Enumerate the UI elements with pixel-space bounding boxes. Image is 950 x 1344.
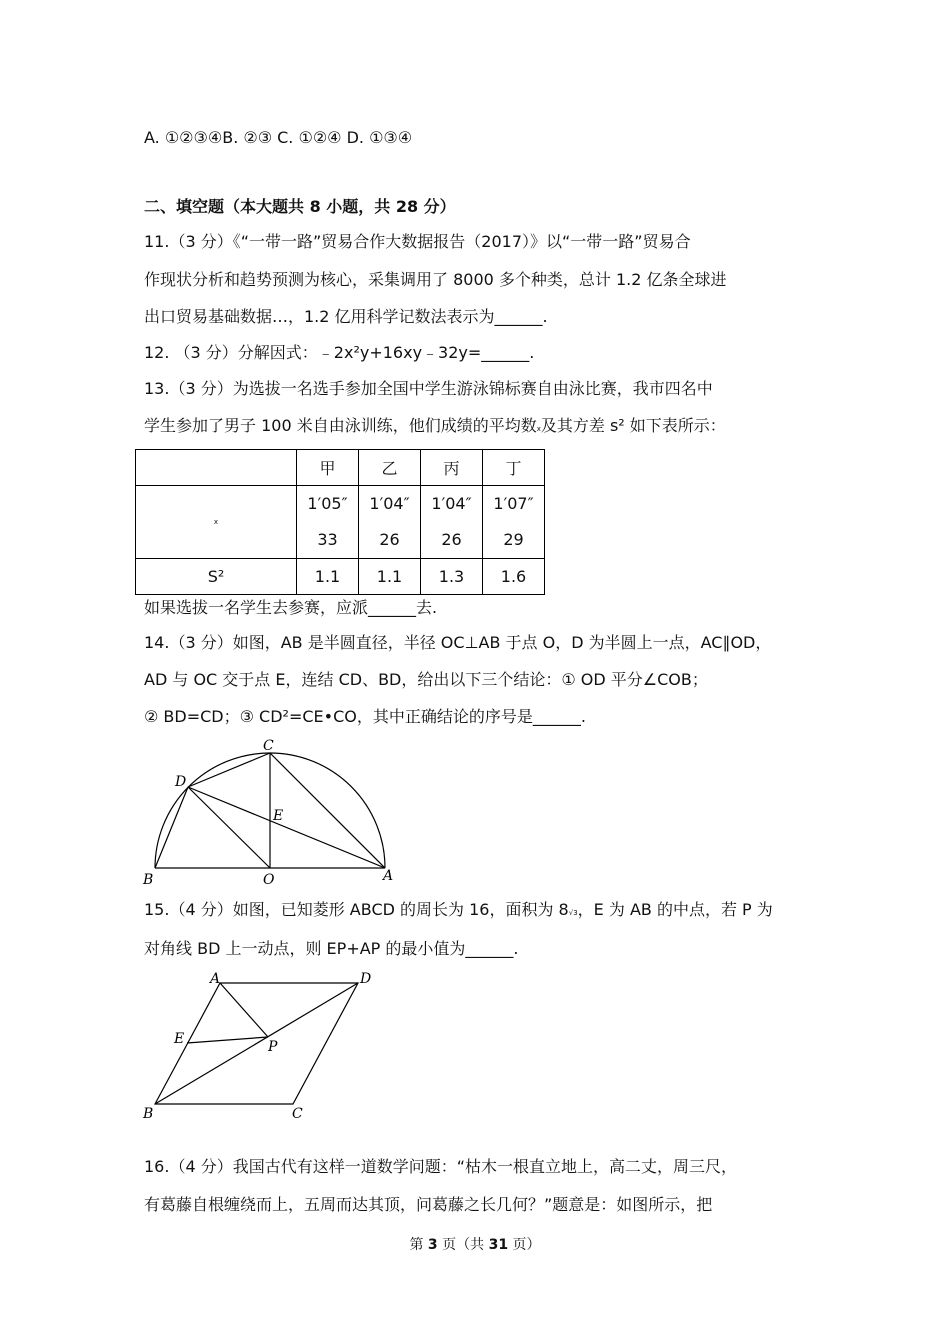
q13-line2-text: 学生参加了男子 100 米自由泳训练，他们成绩的平均数 (144, 416, 537, 435)
cell-bottom: 29 (503, 530, 524, 549)
footer-page-number: 3 (427, 1237, 438, 1253)
label-o: O (263, 872, 275, 888)
table-row-mean (136, 486, 545, 559)
table-cell: 1.1 (359, 559, 421, 595)
label-c: C (292, 1106, 303, 1122)
table-row-label: x (136, 486, 297, 559)
label-a: A (210, 971, 221, 987)
label-d: D (360, 971, 372, 987)
q13-line1: 13.（3 分）为选拔一名选手参加全国中学生游泳锦标赛自由泳比赛，我市四名中 (144, 379, 713, 398)
label-e: E (273, 808, 284, 824)
table-cell: 1.1 (297, 559, 359, 595)
cell-top: 1′04″ (431, 494, 472, 513)
footer-prefix: 第 (409, 1237, 428, 1253)
footer-middle: 页（共 (437, 1237, 489, 1253)
q15-line2: 对角线 BD 上一动点，则 EP+AP 的最小值为______. (144, 939, 519, 958)
q14-line2: AD 与 OC 交于点 E，连结 CD、BD，给出以下三个结论：① OD 平分∠COB； (144, 670, 708, 689)
q12-text: 12. （3 分）分解因式：﹣2x²y+16xy﹣32y=______. (144, 343, 535, 362)
q14-line3: ② BD=CD；③ CD²=CE•CO，其中正确结论的序号是______. (144, 707, 586, 726)
table-header: 甲 (297, 450, 359, 486)
diagonal-bd (155, 983, 358, 1104)
table-header: 丁 (483, 450, 545, 486)
segment-ap (220, 983, 268, 1037)
mean-symbol: x (536, 425, 541, 433)
table-row-label: S² (136, 559, 297, 595)
cell-top: 1′07″ (493, 494, 534, 513)
footer-suffix: 页） (508, 1237, 541, 1253)
cell-top: 1′05″ (307, 494, 348, 513)
table-row-variance (136, 559, 545, 595)
stats-table (135, 449, 545, 595)
q11-line1: 11.（3 分）《“一带一路”贸易合作大数据报告（2017）》以“一带一路”贸易合 (144, 232, 691, 251)
semicircle-figure (135, 730, 405, 890)
table-cell (297, 486, 359, 559)
table-header: 丙 (421, 450, 483, 486)
cell-bottom: 26 (441, 530, 462, 549)
q13-after-table: 如果选拔一名学生去参赛，应派______去. (144, 598, 438, 617)
cell-top: 1′04″ (369, 494, 410, 513)
table-cell: 1.6 (483, 559, 545, 595)
segment-bd (155, 787, 188, 868)
table-cell: 1.3 (421, 559, 483, 595)
label-a: A (383, 868, 394, 884)
segment-ac (270, 753, 385, 868)
q13-line2-end: 及其方差 s² 如下表所示： (540, 416, 726, 435)
label-d: D (175, 774, 187, 790)
q15-line1-end: ，E 为 AB 的中点，若 P 为 (577, 900, 773, 919)
table-cell (483, 486, 545, 559)
sqrt3-symbol: √3 (568, 909, 578, 917)
label-b: B (143, 1106, 154, 1122)
segment-cd (188, 753, 270, 787)
table-cell (359, 486, 421, 559)
rhombus-figure (140, 965, 380, 1125)
label-c: C (263, 738, 274, 754)
q16-line2: 有葛藤自根缠绕而上，五周而达其顶，问葛藤之长几何？”题意是：如图所示，把 (144, 1195, 713, 1214)
page-footer (0, 1234, 950, 1254)
table-cell (421, 486, 483, 559)
q14-line1: 14.（3 分）如图，AB 是半圆直径，半径 OC⊥AB 于点 O，D 为半圆上一点，AC∥OD， (144, 633, 772, 652)
q11-line3: 出口贸易基础数据…，1.2 亿用科学记数法表示为______. (144, 307, 548, 326)
q15-line1-text: 15.（4 分）如图，已知菱形 ABCD 的周长为 16，面积为 8 (144, 900, 569, 919)
segment-ep (187, 1037, 268, 1043)
q16-line1: 16.（4 分）我国古代有这样一道数学问题：“枯木一根直立地上，高二丈，周三尺， (144, 1157, 738, 1176)
q13-line2 (144, 416, 726, 439)
table-corner-cell (136, 450, 297, 486)
q11-line2: 作现状分析和趋势预测为核心，采集调用了 8000 多个种类，总计 1.2 亿条全球进 (144, 270, 727, 289)
segment-od (188, 787, 270, 868)
label-p: P (268, 1039, 278, 1055)
label-e: E (174, 1031, 185, 1047)
q10-options: A. ①②③④B. ②③ C. ①②④ D. ①③④ (144, 128, 413, 147)
table-header: 乙 (359, 450, 421, 486)
segment-ad (188, 787, 385, 868)
cell-bottom: 33 (317, 530, 338, 549)
cell-bottom: 26 (379, 530, 400, 549)
label-b: B (143, 872, 154, 888)
table-header-row (136, 450, 545, 486)
footer-total-pages: 31 (488, 1237, 509, 1253)
section-heading: 二、填空题（本大题共 8 小题，共 28 分） (144, 197, 456, 216)
q15-line1 (144, 900, 773, 923)
